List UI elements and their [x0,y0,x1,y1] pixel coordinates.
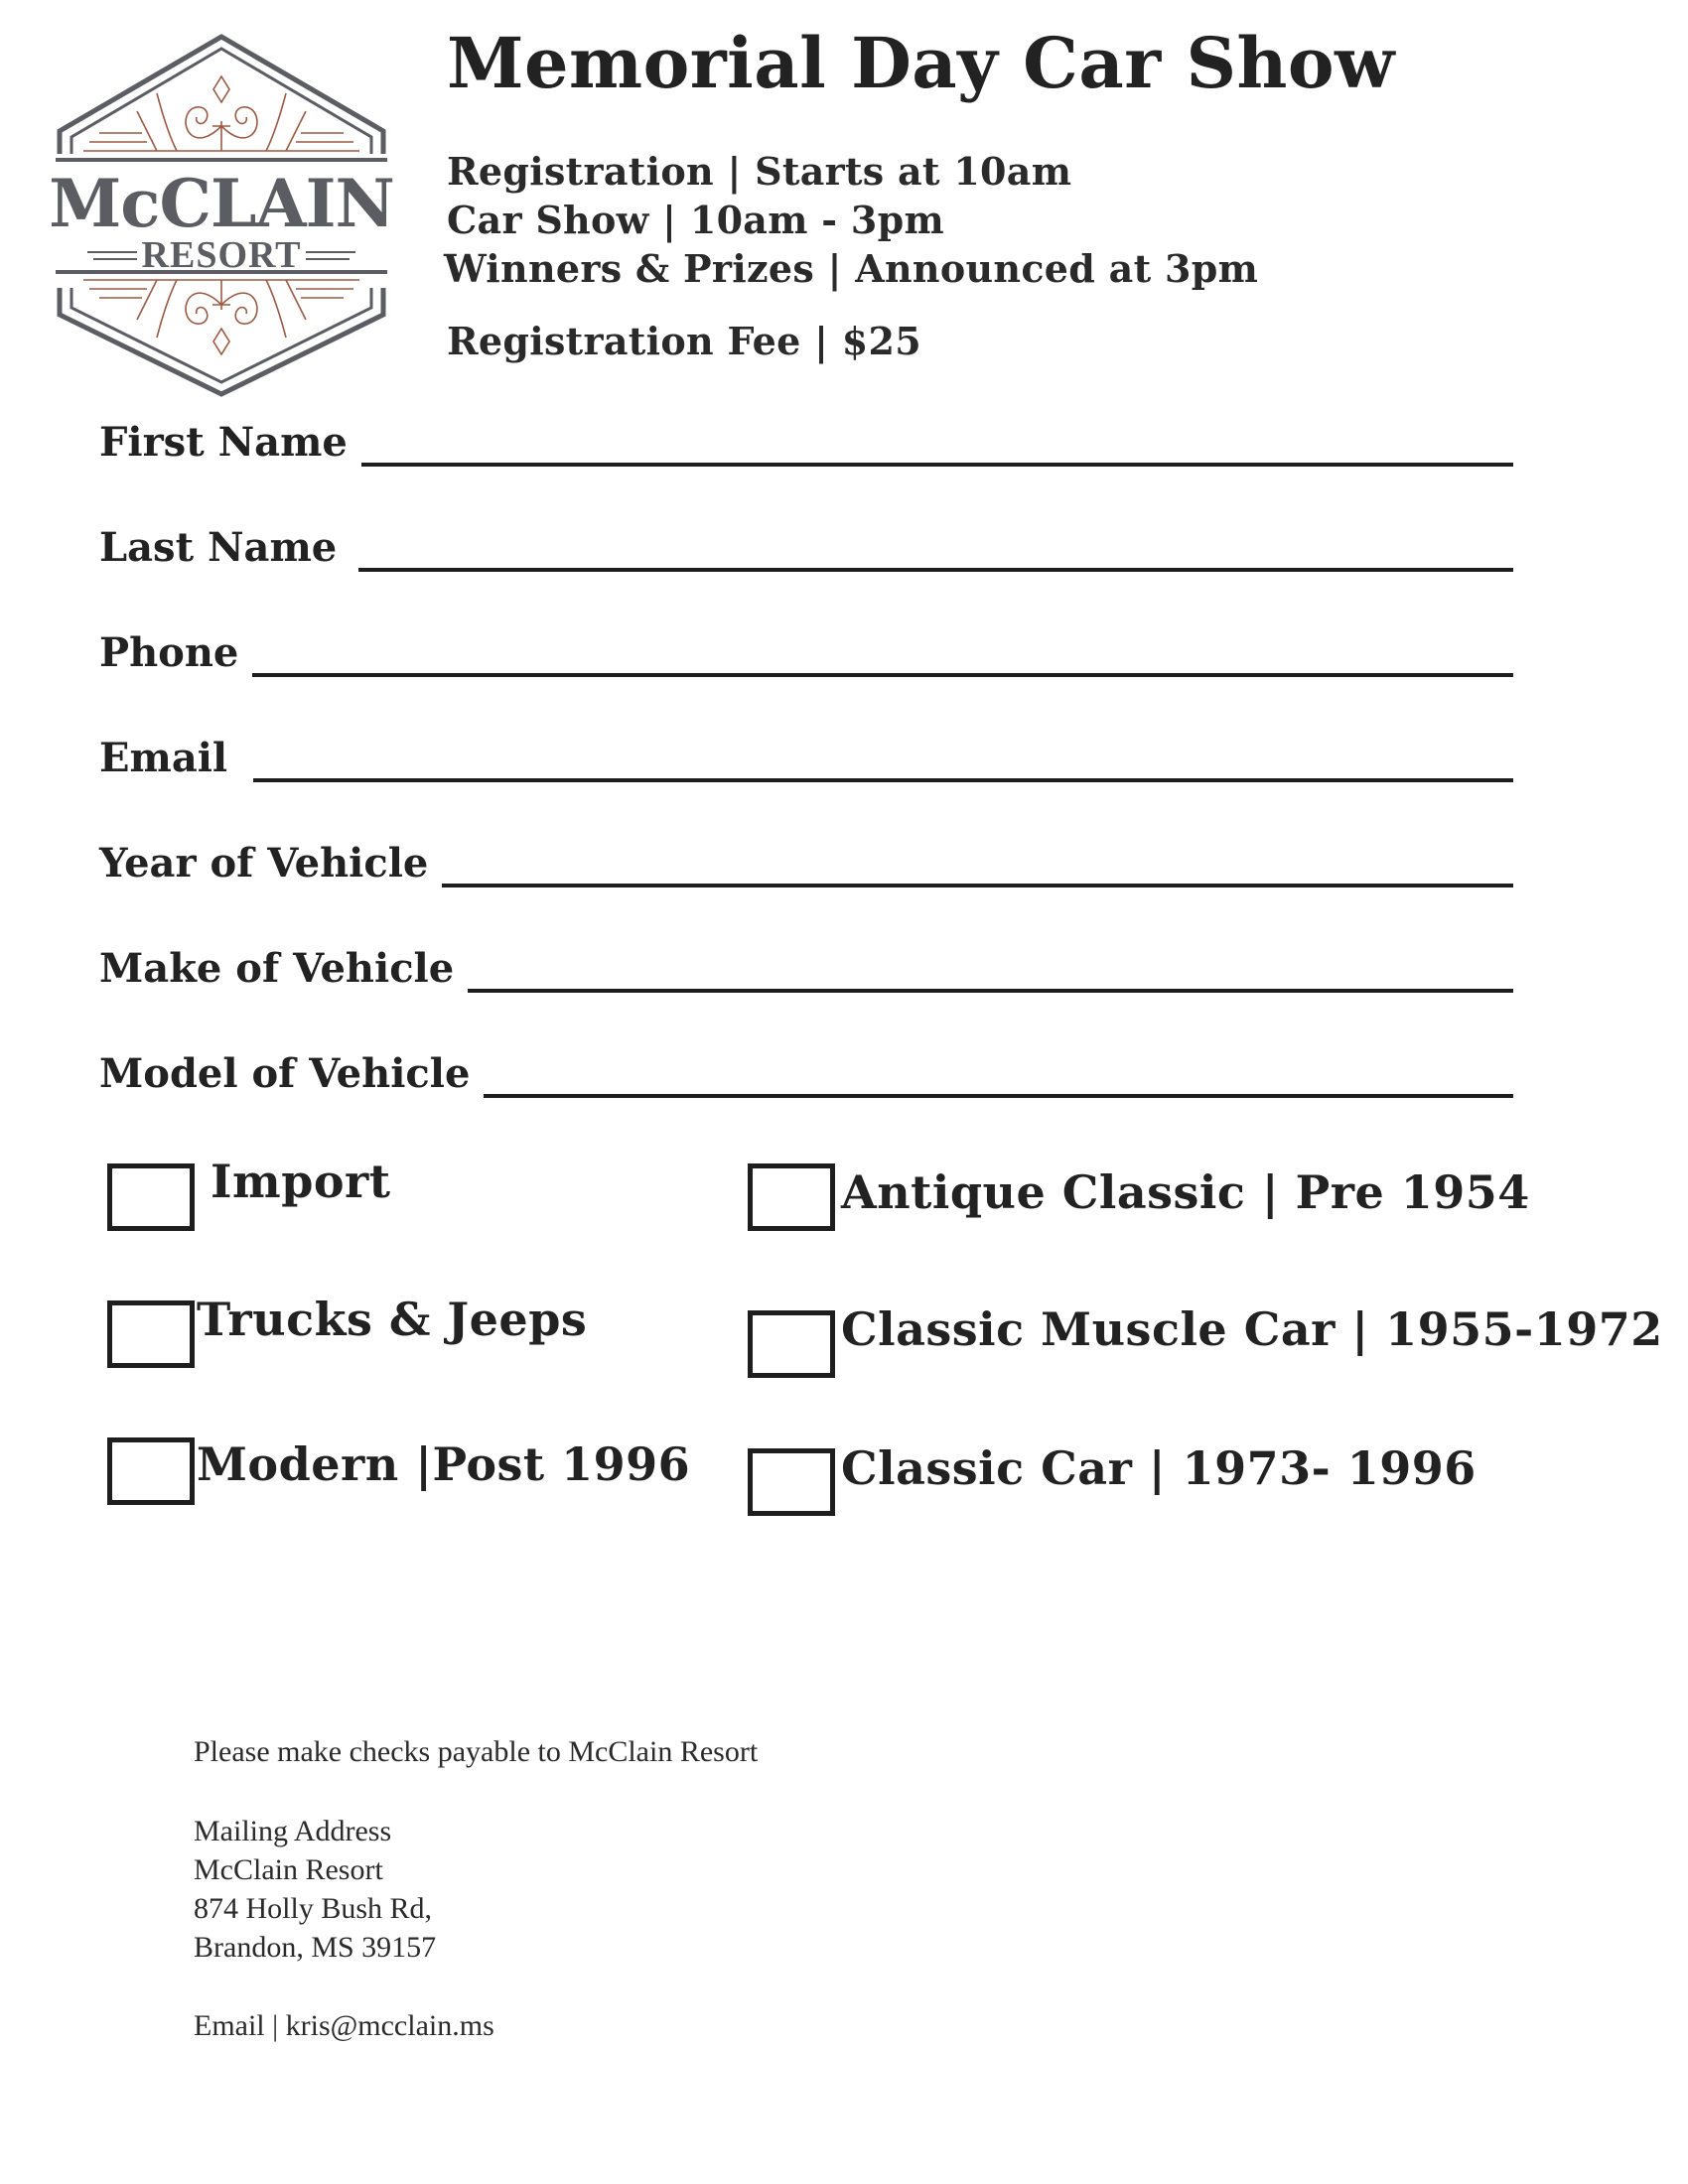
checkbox-label: Classic Muscle Car | 1955-1972 [841,1302,1663,1356]
field-label: First Name [99,419,348,466]
model-of-vehicle-input[interactable] [484,1094,1513,1098]
category-modern [107,1437,690,1505]
make-of-vehicle-input[interactable] [468,989,1513,993]
logo-emblem-icon [38,32,405,399]
checkbox-label: Antique Classic | Pre 1954 [841,1165,1530,1219]
payment-note: Please make checks payable to McClain Resort [194,1735,759,1768]
contact-email[interactable]: Email | kris@mcclain.ms [194,2009,494,2042]
address-line: 874 Holly Bush Rd, [194,1892,433,1925]
year-of-vehicle-input[interactable] [442,884,1513,887]
field-label: Last Name [99,524,338,571]
checkbox-label: Modern |Post 1996 [197,1437,691,1491]
field-model-of-vehicle [99,1036,1513,1096]
antique-classic-checkbox[interactable] [748,1163,835,1231]
logo-brand-bottom: RESORT [141,234,302,276]
trucks-jeeps-checkbox[interactable] [107,1300,195,1368]
classic-car-checkbox[interactable] [748,1448,835,1516]
modern-checkbox[interactable] [107,1437,195,1505]
first-name-input[interactable] [361,463,1513,467]
field-year-of-vehicle [99,826,1513,886]
category-antique-classic [748,1163,1530,1231]
category-classic-muscle-car [748,1302,1663,1378]
schedule-car-show: Car Show | 10am - 3pm [447,198,944,242]
mcclain-resort-logo [38,32,405,399]
mailing-heading: Mailing Address [194,1815,392,1847]
field-label: Make of Vehicle [99,945,455,992]
schedule-registration: Registration | Starts at 10am [447,149,1072,194]
field-email [99,721,1513,780]
page-title: Memorial Day Car Show [447,22,1395,104]
checkbox-label: Import [211,1155,391,1208]
category-classic-car [748,1441,1477,1516]
field-label: Phone [99,629,239,676]
field-label: Email [99,735,228,781]
field-first-name [99,405,1513,465]
category-trucks-jeeps [107,1293,588,1368]
schedule-winners: Winners & Prizes | Announced at 3pm [444,246,1259,291]
phone-input[interactable] [252,673,1513,677]
category-import [107,1155,391,1231]
registration-fee: Registration Fee | $25 [447,319,922,363]
field-label: Model of Vehicle [99,1050,471,1097]
email-input[interactable] [253,778,1513,782]
import-checkbox[interactable] [107,1163,195,1231]
last-name-input[interactable] [358,568,1513,572]
field-last-name [99,510,1513,570]
field-label: Year of Vehicle [99,840,429,887]
field-phone [99,615,1513,675]
checkbox-label: Classic Car | 1973- 1996 [841,1441,1477,1495]
logo-brand-top: McCLAIN [49,165,394,242]
address-line: McClain Resort [194,1853,383,1886]
classic-muscle-car-checkbox[interactable] [748,1310,835,1378]
field-make-of-vehicle [99,931,1513,991]
checkbox-label: Trucks & Jeeps [197,1293,588,1346]
address-line: Brandon, MS 39157 [194,1931,437,1964]
